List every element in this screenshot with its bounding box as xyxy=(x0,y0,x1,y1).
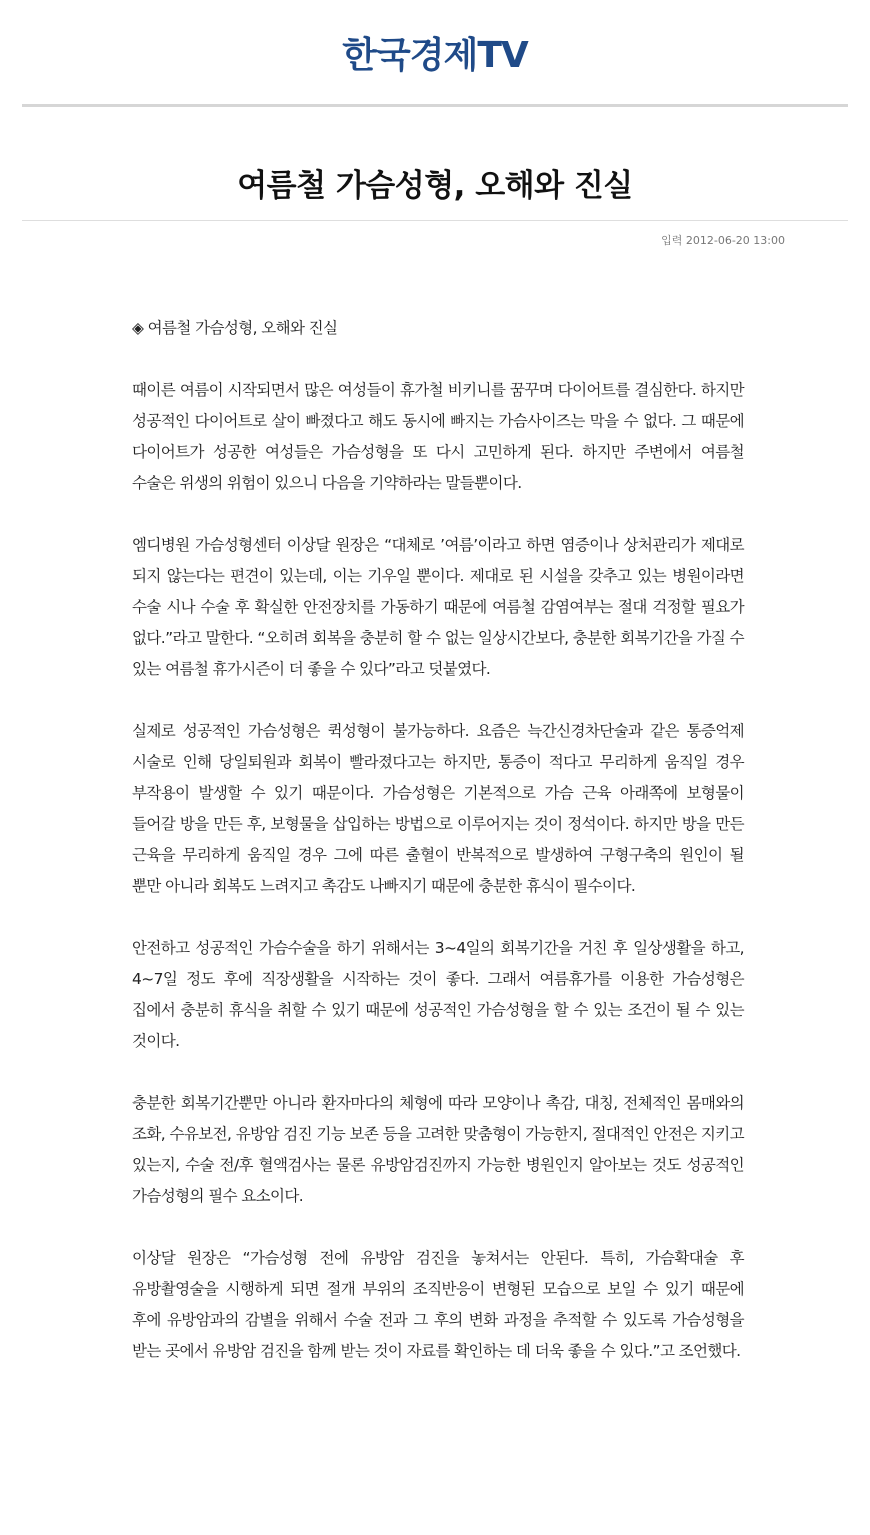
site-logo[interactable]: 한국경제TV xyxy=(342,35,528,76)
article-dateline: 입력 2012-06-20 13:00 xyxy=(661,234,785,247)
header-divider xyxy=(22,104,848,107)
article-paragraph-4: 안전하고 성공적인 가슴수술을 하기 위해서는 3~4일의 회복기간을 거친 후 일상생활을 하고, 4~7일 정도 후에 직장생활을 시작하는 것이 좋다. 그래서 여름휴가를 이용한 가슴성형은 집에서 충분히 휴식을 취할 수 있기 때문에 성공적인 가슴성형을 할 수 있는 조건이 될 수 있는 것이다. xyxy=(132,939,744,1050)
article-title: 여름철 가슴성형, 오해와 진실 xyxy=(237,167,633,204)
article-body xyxy=(132,313,744,1398)
article-paragraph-6: 이상달 원장은 “가슴성형 전에 유방암 검진을 놓쳐서는 안된다. 특히, 가슴확대술 후 유방촬영술을 시행하게 되면 절개 부위의 조직반응이 변형된 모습으로 보일 수 있기 때문에 후에 유방암과의 감별을 위해서 수술 전과 그 후의 변화 과정을 추적할 수 있도록 가슴성형을 받는 곳에서 유방암 검진을 함께 받는 것이 자료를 확인하는 데 더욱 좋을 수 있다.”고 조언했다. xyxy=(132,1249,744,1360)
title-divider xyxy=(22,220,848,221)
article-paragraph-5: 충분한 회복기간뿐만 아니라 환자마다의 체형에 따라 모양이나 촉감, 대칭, 전체적인 몸매와의 조화, 수유보전, 유방암 검진 기능 보존 등을 고려한 맞춤형이 가능한지, 절대적인 안전은 지키고 있는지, 수술 전/후 혈액검사는 물론 유방암검진까지 가능한 병원인지 알아보는 것도 성공적인 가슴성형의 필수 요소이다. xyxy=(132,1094,744,1205)
article-paragraph-2: 엠디병원 가슴성형센터 이상달 원장은 “대체로 ’여름’이라고 하면 염증이나 상처관리가 제대로 되지 않는다는 편견이 있는데, 이는 기우일 뿐이다. 제대로 된 시설을 갖추고 있는 병원이라면 수술 시나 수술 후 확실한 안전장치를 가동하기 때문에 여름철 감염여부는 절대 걱정할 필요가 없다.”라고 말한다. “오히려 회복을 충분히 할 수 없는 일상시간보다, 충분한 회복기간을 가질 수 있는 여름철 휴가시즌이 더 좋을 수 있다”라고 덧붙였다. xyxy=(132,536,744,678)
article-paragraph-1: 때이른 여름이 시작되면서 많은 여성들이 휴가철 비키니를 꿈꾸며 다이어트를 결심한다. 하지만 성공적인 다이어트로 살이 빠졌다고 해도 동시에 빠지는 가슴사이즈는 막을 수 없다. 그 때문에 다이어트가 성공한 여성들은 가슴성형을 또 다시 고민하게 된다. 하지만 주변에서 여름철 수술은 위생의 위험이 있으니 다음을 기약하라는 말들뿐이다. xyxy=(132,381,744,492)
article-paragraph-3: 실제로 성공적인 가슴성형은 퀵성형이 불가능하다. 요즘은 늑간신경차단술과 같은 통증억제 시술로 인해 당일퇴원과 회복이 빨라졌다고는 하지만, 통증이 적다고 무리하게 움직일 경우 부작용이 발생할 수 있기 때문이다. 가슴성형은 기본적으로 가슴 근육 아래쪽에 보형물이 들어갈 방을 만든 후, 보형물을 삽입하는 방법으로 이루어지는 것이 정석이다. 하지만 방을 만든 근육을 무리하게 움직일 경우 그에 따른 출혈이 반복적으로 발생하여 구형구축의 원인이 될 뿐만 아니라 회복도 느려지고 촉감도 나빠지기 때문에 충분한 휴식이 필수이다. xyxy=(132,722,744,895)
masthead xyxy=(0,0,870,104)
article-subhead: ◈ 여름철 가슴성형, 오해와 진실 xyxy=(132,319,338,337)
